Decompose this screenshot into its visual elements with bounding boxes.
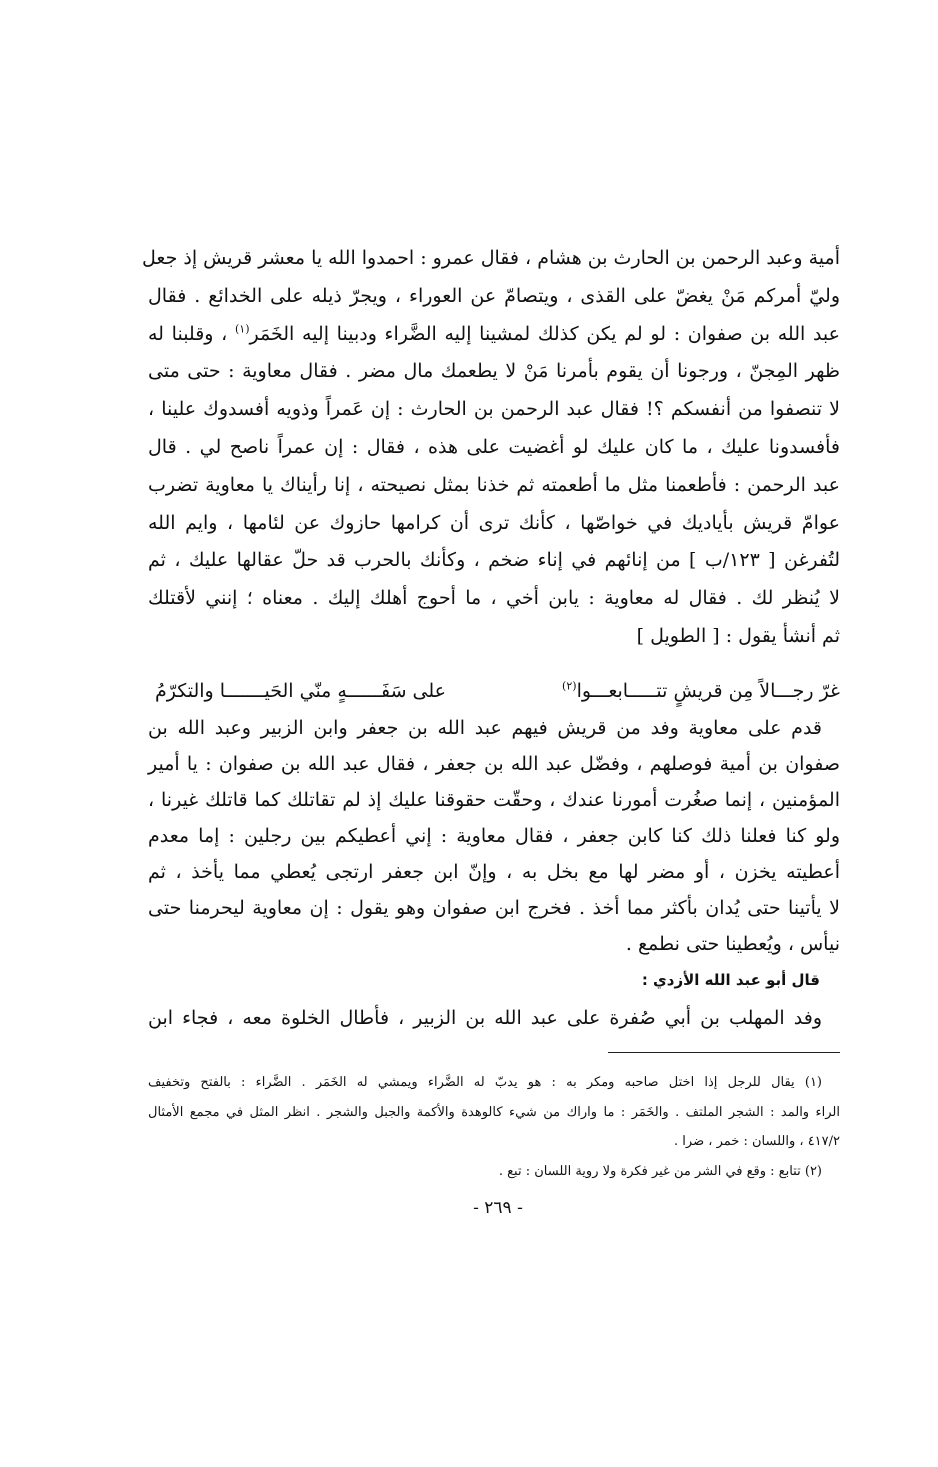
text-line: وليّ أمركم مَنْ يغضّ على القذى ، ويتصامّ عن العوراء ، ويجرّ ذيله على الخدائع . فقال bbox=[148, 284, 840, 307]
text-line: وفد المهلب بن أبي صُفرة على عبد الله بن الزبير ، فأطال الخلوة معه ، فجاء ابن bbox=[148, 1007, 822, 1029]
footnote-1-line: ٤١٧/٢ ، واللسان : خمر ، ضرا . bbox=[674, 1134, 840, 1149]
text-line: أمية وعبد الرحمن بن الحارث بن هشام ، فقال عمرو : احمدوا الله يا معشر قريش إذ جعل bbox=[142, 247, 840, 269]
verse-text: غرّ رجـــالاً مِن قريشٍ تتـــــابعـــوا bbox=[576, 680, 840, 702]
text-line: صفوان بن أمية فوصلهم ، وفضّل عبد الله بن جعفر ، فقال عبد الله بن صفوان : يا أمير bbox=[148, 753, 840, 775]
text-line: أعطيته يخزن ، أو مضر لها مع بخل به ، وإنّ ابن جعفر ارتجى يُعطي مما يأخذ ، ثم bbox=[148, 861, 840, 883]
line-text: عبد الله بن صفوان : لو لم يكن كذلك لمشينا إليه الضَّراء ودبينا إليه الخَمَر bbox=[249, 322, 841, 345]
text-line: لتُفرغن [ ١٢٣/ب ] من إنائهم في إناء ضخم ، وكأنك بالحرب قد حلّ عقالها عليك ، ثم bbox=[148, 549, 840, 572]
verse-first-hemistich bbox=[562, 676, 840, 706]
verse-second-hemistich: على سَفَــــــهٍ منّي الحَيـــــــا والتكرّمُ bbox=[155, 680, 447, 702]
text-line: عوامّ قريش بأياديك في خواصّها ، كأنك ترى أن كرامها حازوك عن لئامها ، وايم الله bbox=[148, 511, 840, 534]
text-line: ظهر المِجنّ ، ورجونا أن يقوم بأمرنا مَنْ لا يطعمك مال مضر . فقال معاوية : حتى متى bbox=[148, 360, 840, 383]
footnote-marker: (٢) bbox=[562, 679, 577, 693]
text-line: نيأس ، ويُعطينا حتى نطمع . bbox=[625, 933, 840, 955]
text-line bbox=[148, 319, 840, 349]
text-line: ثم أنشأ يقول : [ الطويل ] bbox=[636, 625, 840, 647]
line-text: ، وقلبنا له bbox=[148, 322, 235, 345]
text-line: لا يُنظر لك . فقال له معاوية : يابن أخي ، ما أحوج أهلك إليك . معناه ؛ إنني لأقتلك bbox=[148, 587, 840, 610]
footnote-1-line: الراء والمد : الشجر الملتف . والخَمَر : ما واراك من شيء كالوهدة والأكمة والجبل والشجر . انظر المثل في مجمع الأمثال bbox=[148, 1105, 840, 1120]
text-line: ولو كنا فعلنا ذلك كنا كابن جعفر ، فقال معاوية : إني أعطيكم بين رجلين : إما معدم bbox=[148, 825, 840, 847]
page-number: - ٢٦٩ - bbox=[473, 1198, 523, 1218]
text-line: فأفسدونا عليك ، ما كان عليك لو أغضيت على هذه ، فقال : إن عمراً ناصح لي . قال bbox=[148, 436, 840, 458]
text-line: عبد الرحمن : فأطعمنا مثل ما أطعمته ثم خذنا بمثل نصيحته ، إنا رأيناك يا معاوية تضرب bbox=[148, 473, 840, 496]
footnote-2: (٢) تتابع : وقع في الشر من غير فكرة ولا روية اللسان : تبع . bbox=[498, 1164, 822, 1179]
text-line: المؤمنين ، إنما صغُرت أمورنا عندك ، وحقّت حقوقنا عليك إذ لم تقاتلك كما قاتلك غيرنا ، bbox=[148, 789, 840, 811]
text-line: قدم على معاوية وفد من قريش فيهم عبد الله بن جعفر وابن الزبير وعبد الله بن bbox=[148, 717, 822, 739]
section-heading: قال أبو عبد الله الأزدي : bbox=[641, 971, 820, 989]
footnote-1-line: (١) يقال للرجل إذا اختل صاحبه ومكر به : هو يدبّ له الضَّراء ويمشي له الخَمَر . الضَّراء : بالفتح وتخفيف bbox=[148, 1075, 822, 1090]
footnote-marker: (١) bbox=[235, 322, 250, 336]
text-line: لا تنصفوا من أنفسكم ؟! فقال عبد الرحمن بن الحارث : إن عَمراً وذويه أفسدوك علينا ، bbox=[148, 398, 840, 421]
text-line: لا يأتينا حتى يُدان بأكثر مما أخذ . فخرج ابن صفوان وهو يقول : إن معاوية ليحرمنا حتى bbox=[148, 897, 840, 919]
footnote-separator bbox=[608, 1052, 840, 1053]
